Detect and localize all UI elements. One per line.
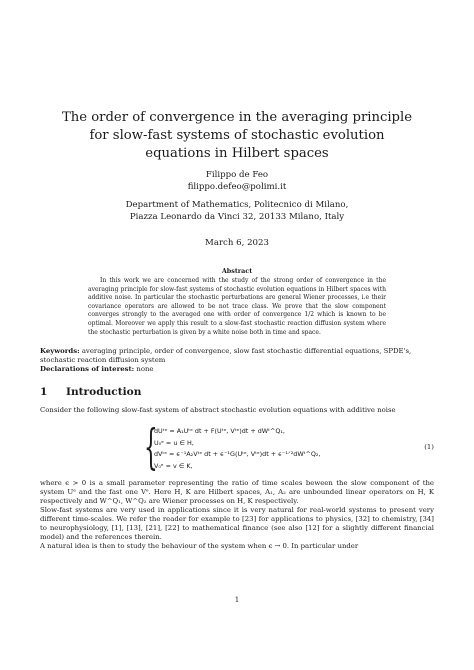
keywords-block xyxy=(40,347,434,374)
author-email[interactable]: filippo.defeo@polimi.it xyxy=(187,181,287,192)
equation-system xyxy=(144,419,434,475)
page-number: 1 xyxy=(234,596,240,604)
author-name: Filippo de Feo xyxy=(205,170,269,180)
abstract-heading: Abstract xyxy=(221,267,253,275)
keywords-text: averaging principle, order of convergence, slow fast stochastic differential equations, SPDE's, stochastic reaction diffusion system xyxy=(40,347,412,364)
paper-title: The order of convergence in the averaging principle for slow-fast systems of stochastic evolution equations in Hilbert spaces xyxy=(61,110,413,161)
equation-number: (1) xyxy=(424,443,434,451)
equation-brace: { xyxy=(144,419,158,475)
author-block xyxy=(0,170,474,193)
paragraph-3: A natural idea is then to study the behaviour of the system when ϵ → 0. In particular under xyxy=(40,542,359,550)
declarations-line xyxy=(40,365,434,374)
section-number: 1 xyxy=(40,386,48,398)
equation-line-3: dVᵗᵉ = ϵ⁻¹A₂Vᵗᵉ dt + ϵ⁻¹G(Uᵗᵉ, Vᵗᵉ)dt + ϵ⁻¹ᐟ²dWᵗ^Q₂, xyxy=(154,450,321,458)
paper-date: March 6, 2023 xyxy=(205,238,269,248)
paragraph-1: where ϵ > 0 is a small parameter representing the ratio of time scales beween the slow component of the system Uᵉ and the fast one Vᵉ. Here H, K are Hilbert spaces, A₁, A₂ are unbounded linear operators on H, K respectively and W^Q₁, W^Q₂ are Wiener processes on H, K respectively. xyxy=(40,479,434,505)
equation-line-4: V₀ᵉ = v ∈ K, xyxy=(154,461,193,470)
keywords-label: Keywords: xyxy=(40,347,80,355)
affiliation-block xyxy=(0,199,474,223)
affiliation-line-2: Piazza Leonardo da Vinci 32, 20133 Milano, Italy xyxy=(129,212,345,222)
keywords-line xyxy=(40,347,434,365)
equation-line-1: dUᵗᵉ = A₁Uᵗᵉ dt + F(Uᵗᵉ, Vᵗᵉ)dt + dWᵗ^Q₁, xyxy=(154,427,285,435)
paragraph-2: Slow-fast systems are very used in applications since it is very natural for real-world systems to present very different time-scales. We refer the reader for example to [23] for applications to physics, [32] to chemistry, [34] to neurophysiology, [1], [13], [21], [22] to mathematical finance (see also [12] for a slightly different financial model) and the references therein. xyxy=(40,506,434,541)
declarations-label: Declarations of interest: xyxy=(40,364,135,373)
equation-line-2: U₀ᵉ = u ∈ H, xyxy=(154,438,194,447)
affiliation-line-1: Department of Mathematics, Politecnico di Milano, xyxy=(125,200,349,210)
section-heading xyxy=(40,386,141,398)
section-title: Introduction xyxy=(66,386,142,398)
declarations-text: none xyxy=(136,364,154,373)
equation-lines xyxy=(154,426,321,472)
intro-lead: Consider the following slow-fast system of abstract stochastic evolution equations with additive noise xyxy=(40,406,396,414)
abstract-text: In this work we are concerned with the study of the strong order of convergence in the averaging principle for slow-fast systems of stochastic evolution equations in Hilbert spaces with additive noise. In particular the stochastic perturbations are general Wiener processes, i.e their covariance operators are allowed to be not trace class. We prove that the slow component converges strongly to the averaged one with order of convergence 1/2 which is known to be optimal. Moreover we apply this result to a slow-fast stochastic reaction diffusion system where the stochastic perturbation is given by a white noise both in time and space. xyxy=(88,277,386,336)
abstract-body xyxy=(88,277,386,337)
